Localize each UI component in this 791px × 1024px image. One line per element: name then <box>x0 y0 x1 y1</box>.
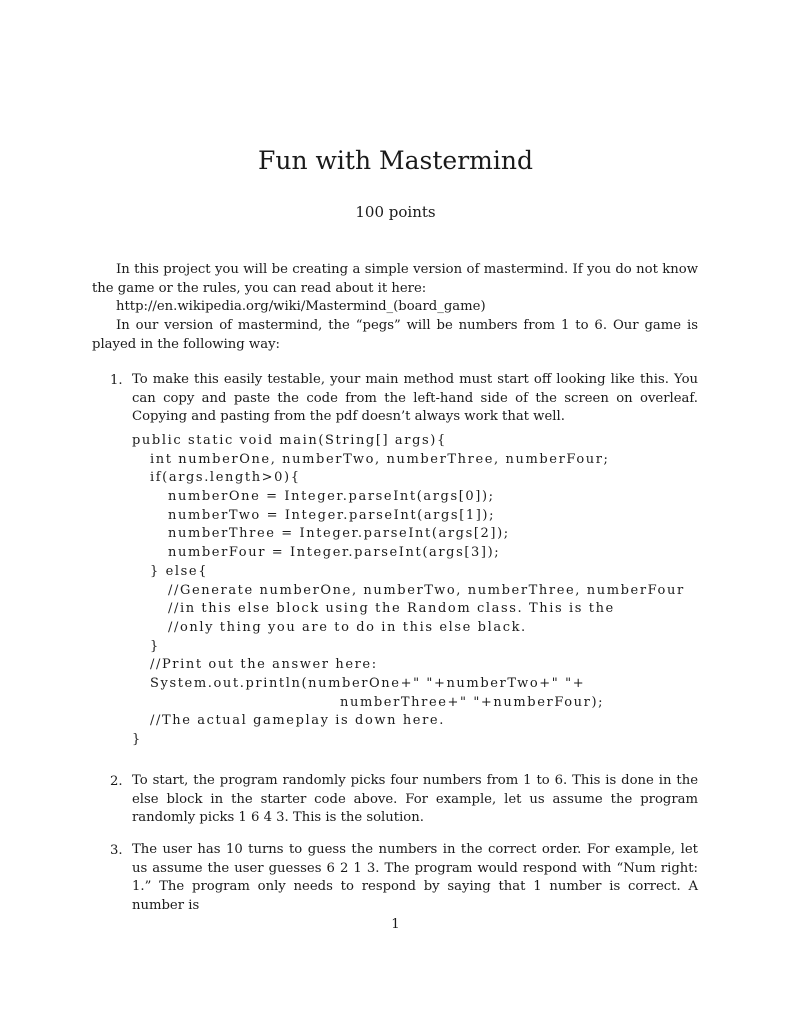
code-line: } else{ <box>150 563 209 579</box>
code-line: //in this else block using the Random class. This is the <box>168 601 615 617</box>
intro-paragraph-2: In our version of mastermind, the “pegs” will be numbers from 1 to 6. Our game is played in the following way: <box>92 318 698 352</box>
code-line: //only thing you are to do in this else black. <box>168 619 527 635</box>
list-item-number: 2. <box>110 774 123 789</box>
document-subtitle: 100 points <box>355 203 436 221</box>
list-item-text: To make this easily testable, your main method must start off looking like this. You can copy and paste the code from the left-hand side of the screen on overleaf. Copying and pasting from the pdf doesn’t always work that well. <box>132 372 698 425</box>
list-item-number: 1. <box>110 373 123 388</box>
code-line: numberThree = Integer.parseInt(args[2]); <box>168 526 510 542</box>
code-line: //Generate numberOne, numberTwo, numberThree, numberFour <box>168 582 685 598</box>
code-line: int numberOne, numberTwo, numberThree, numberFour; <box>150 451 610 467</box>
list-item-number: 3. <box>110 843 123 858</box>
intro-paragraph: In this project you will be creating a simple version of mastermind. If you do not know the game or the rules, you can read about it here: <box>92 262 698 296</box>
code-line: numberTwo = Integer.parseInt(args[1]); <box>168 507 496 523</box>
code-line: } <box>150 638 160 654</box>
code-line: //Print out the answer here: <box>150 657 378 673</box>
code-line: if(args.length>0){ <box>150 470 301 486</box>
code-block <box>132 432 692 750</box>
list-item-text: The user has 10 turns to guess the numbers in the correct order. For example, let us assume the user guesses 6 2 1 3. The program would respond with “Num right: 1.” The program only needs to respond by saying that 1 number is correct. A number is <box>132 842 698 913</box>
code-line: } <box>132 732 142 747</box>
code-line: public static void main(String[] args){ <box>132 433 447 448</box>
document-title: Fun with Mastermind <box>258 146 533 175</box>
code-line: numberFour = Integer.parseInt(args[3]); <box>168 545 501 561</box>
code-line: //The actual gameplay is down here. <box>150 713 445 729</box>
code-line: numberOne = Integer.parseInt(args[0]); <box>168 489 495 505</box>
code-line: System.out.println(numberOne+" "+numberTwo+" "+ <box>150 675 586 691</box>
page-number: 1 <box>391 917 400 932</box>
wikipedia-link[interactable]: http://en.wikipedia.org/wiki/Mastermind_(board_game) <box>116 299 486 314</box>
code-line: numberThree+" "+numberFour); <box>340 694 605 710</box>
list-item-text: To start, the program randomly picks four numbers from 1 to 6. This is done in the else block in the starter code above. For example, let us assume the program randomly picks 1 6 4 3. This is the solution. <box>132 773 698 826</box>
